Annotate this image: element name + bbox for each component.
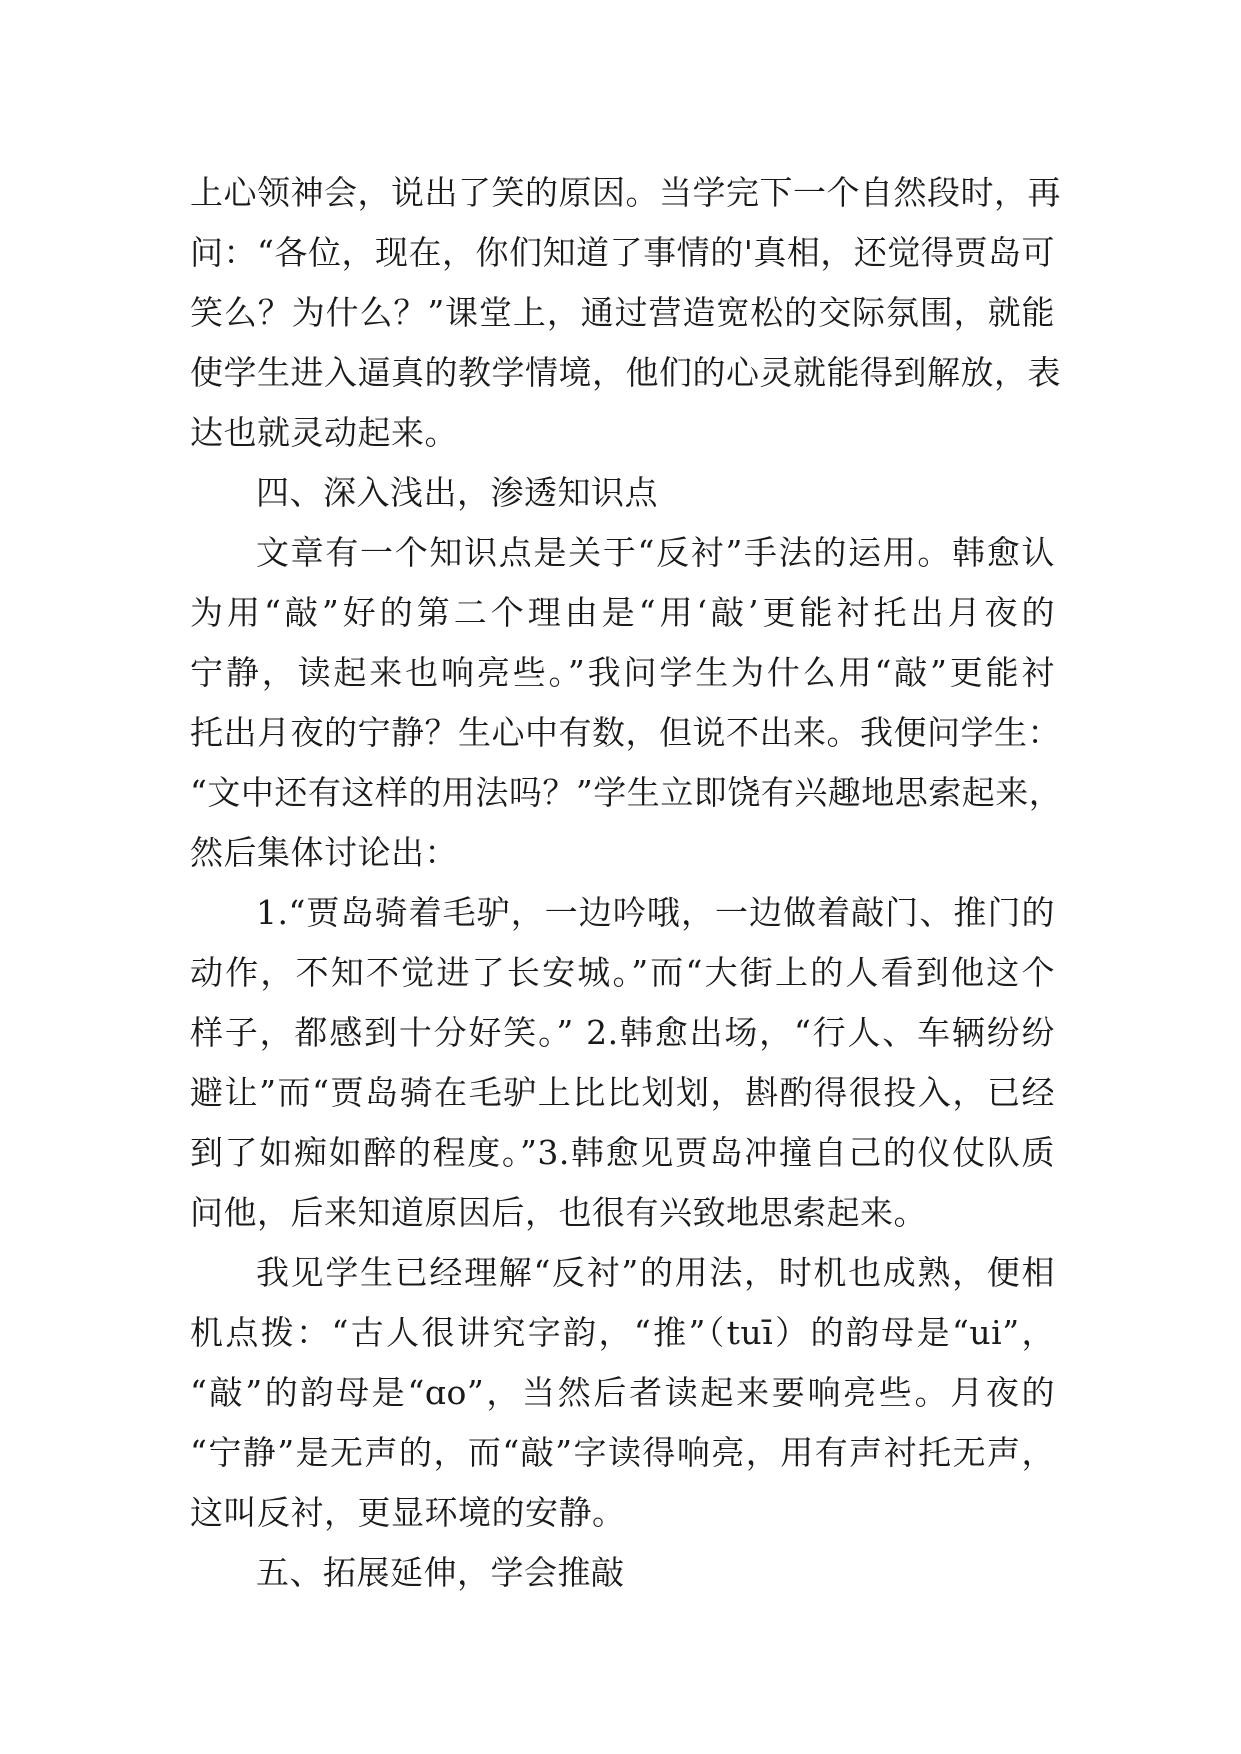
text-line: 样子，都感到十分好笑。” 2.韩愈出场，“行人、车辆纷纷 [190, 1013, 1055, 1052]
text-line: 然后集体讨论出： [190, 833, 458, 872]
text-line: 这叫反衬，更显环境的安静。 [190, 1493, 626, 1532]
text-line: 1.“贾岛骑着毛驴，一边吟哦，一边做着敲门、推门的 [256, 893, 1055, 932]
text-line: “敲”的韵母是“ɑo”，当然后者读起来要响亮些。月夜的 [190, 1373, 1055, 1412]
text-line: 文章有一个知识点是关于“反衬”手法的运用。韩愈认 [256, 533, 1055, 572]
text-line: 宁静，读起来也响亮些。”我问学生为什么用“敲”更能衬 [190, 653, 1055, 692]
text-line: “宁静”是无声的，而“敲”字读得响亮，用有声衬托无声， [190, 1433, 1055, 1472]
text-line: 达也就灵动起来。 [190, 413, 458, 452]
text-line: 托出月夜的宁静？生心中有数，但说不出来。我便问学生： [190, 713, 1061, 752]
body-text [190, 163, 1063, 1603]
text-line: “文中还有这样的用法吗？”学生立即饶有兴趣地思索起来， [190, 773, 1063, 812]
text-line: 笑么？为什么？”课堂上，通过营造宽松的交际氛围，就能 [190, 293, 1055, 332]
section-heading: 四、深入浅出，渗透知识点 [256, 473, 658, 512]
text-line: 我见学生已经理解“反衬”的用法，时机也成熟，便相 [256, 1253, 1055, 1292]
text-line: 动作，不知不觉进了长安城。”而“大街上的人看到他这个 [190, 953, 1055, 992]
text-line: 上心领神会，说出了笑的原因。当学完下一个自然段时，再 [190, 173, 1061, 212]
text-line: 机点拨：“古人很讲究字韵，“推”（tuī）的韵母是“ui”， [190, 1313, 1055, 1352]
text-line: 使学生进入逼真的教学情境，他们的心灵就能得到解放，表 [190, 353, 1061, 392]
section-heading: 五、拓展延伸，学会推敲 [256, 1553, 625, 1592]
text-line: 问：“各位，现在，你们知道了事情的'真相，还觉得贾岛可 [190, 233, 1055, 272]
text-line: 为用“敲”好的第二个理由是“用‘敲’更能衬托出月夜的 [190, 593, 1055, 632]
text-line: 问他，后来知道原因后，也很有兴致地思索起来。 [190, 1193, 927, 1232]
text-line: 到了如痴如醉的程度。”3.韩愈见贾岛冲撞自己的仪仗队质 [190, 1133, 1055, 1172]
text-line: 避让”而“贾岛骑在毛驴上比比划划，斟酌得很投入，已经 [190, 1073, 1055, 1112]
